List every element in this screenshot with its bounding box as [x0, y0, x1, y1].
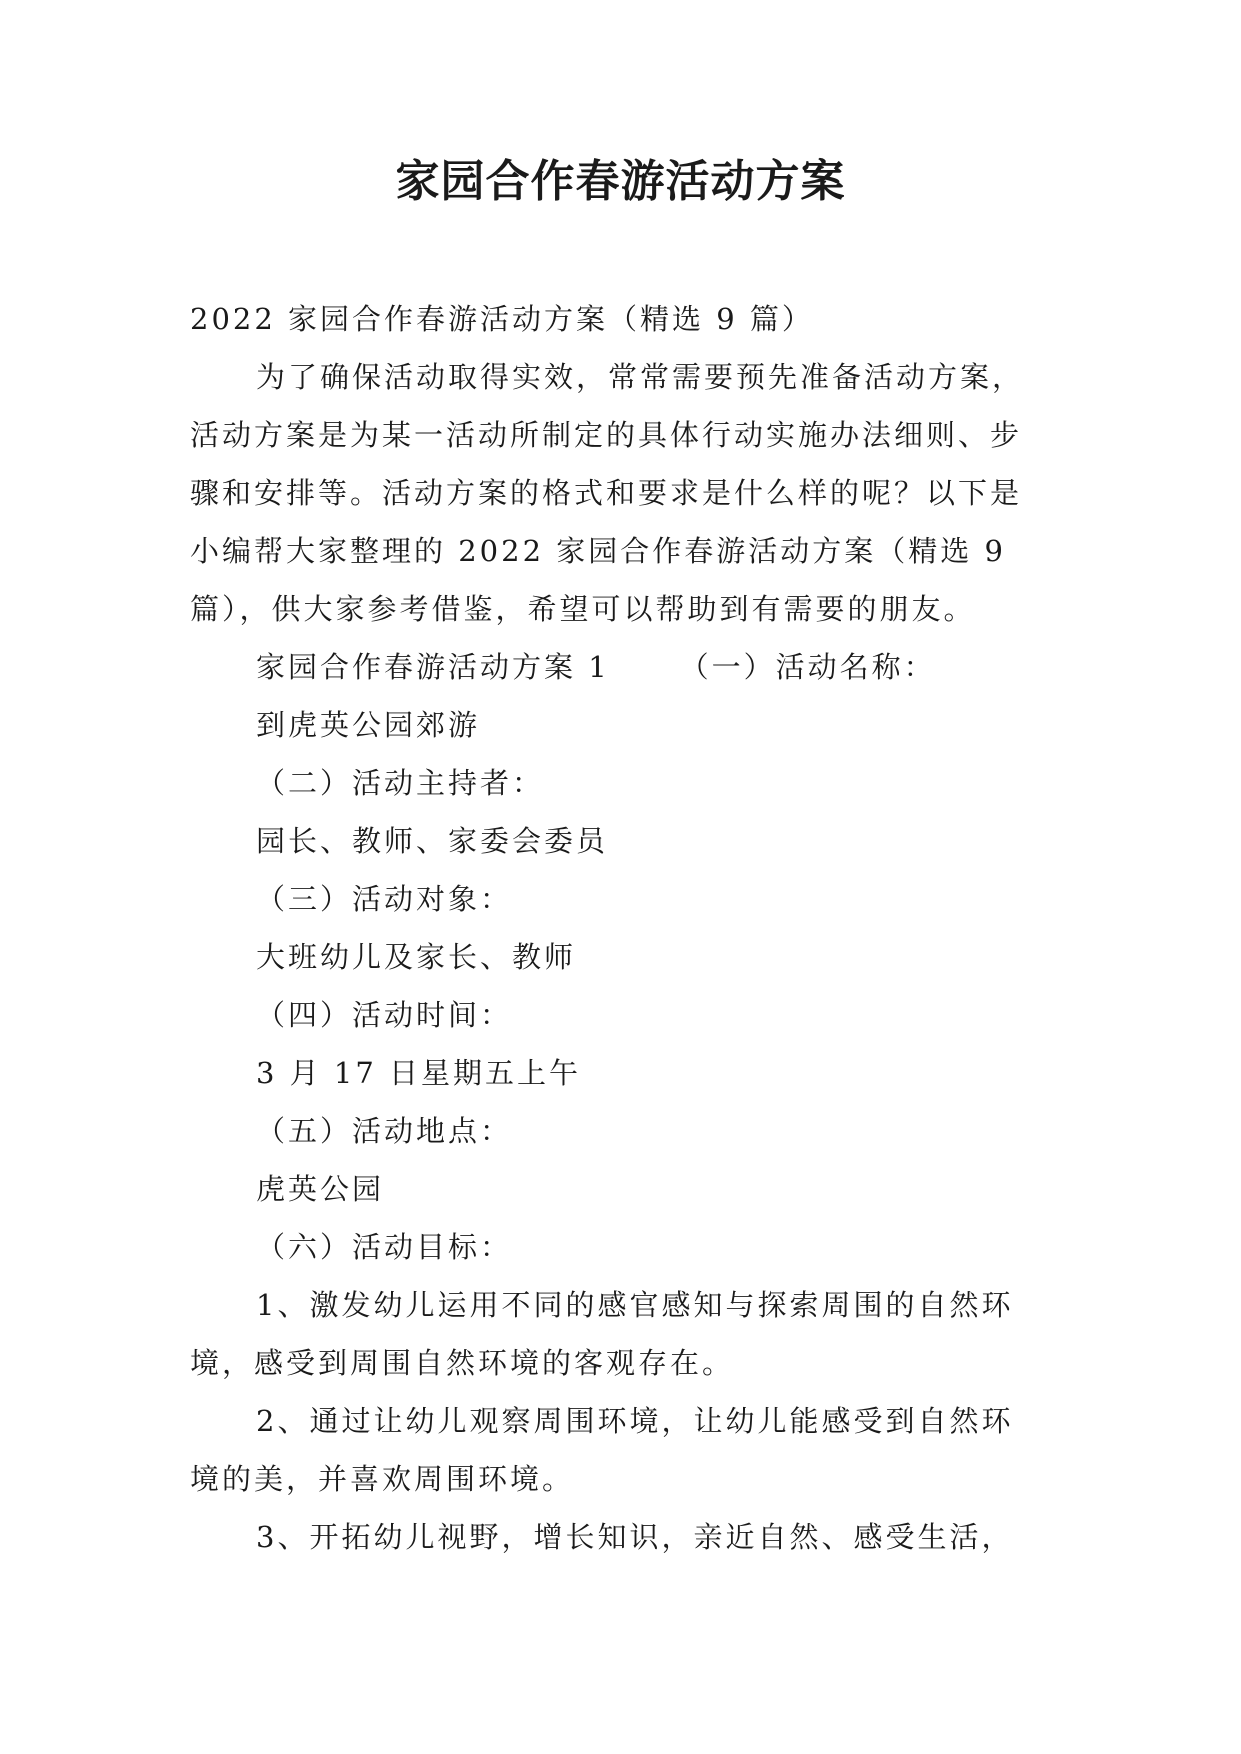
activity-target-value: 大班幼儿及家长、教师	[256, 940, 577, 974]
intro-line-1: 为了确保活动取得实效，常常需要预先准备活动方案，	[256, 360, 1025, 394]
goal-line-4: 境的美，并喜欢周围环境。	[190, 1462, 575, 1496]
section-heading-line	[190, 638, 1060, 696]
activity-host-label: （二）活动主持者：	[256, 766, 545, 800]
intro-line-4: 小编帮大家整理的 2022 家园合作春游活动方案（精选 9	[190, 534, 1006, 568]
activity-host-value: 园长、教师、家委会委员	[256, 824, 609, 858]
document-subtitle: 2022 家园合作春游活动方案（精选 9 篇）	[190, 302, 814, 336]
document-title: 家园合作春游活动方案	[395, 156, 846, 207]
activity-name-label: （一）活动名称：	[679, 650, 936, 684]
activity-name-value: 到虎英公园郊游	[256, 708, 481, 742]
document-body	[190, 290, 1060, 1566]
section-heading: 家园合作春游活动方案 1	[256, 650, 610, 684]
goal-line-1: 1、激发幼儿运用不同的感官感知与探索周围的自然环	[256, 1288, 1014, 1322]
activity-goals-label: （六）活动目标：	[256, 1230, 513, 1264]
intro-line-5: 篇），供大家参考借鉴，希望可以帮助到有需要的朋友。	[190, 592, 976, 626]
goal-line-2: 境，感受到周围自然环境的客观存在。	[190, 1346, 735, 1380]
intro-line-3: 骤和安排等。活动方案的格式和要求是什么样的呢？以下是	[190, 476, 1023, 510]
activity-time-value: 3 月 17 日星期五上午	[256, 1056, 582, 1090]
goal-line-5: 3、开拓幼儿视野，增长知识，亲近自然、感受生活，	[256, 1520, 1014, 1554]
intro-line-2: 活动方案是为某一活动所制定的具体行动实施办法细则、步	[190, 418, 1023, 452]
goal-line-3: 2、通过让幼儿观察周围环境，让幼儿能感受到自然环	[256, 1404, 1014, 1438]
activity-location-label: （五）活动地点：	[256, 1114, 513, 1148]
activity-target-label: （三）活动对象：	[256, 882, 513, 916]
activity-time-label: （四）活动时间：	[256, 998, 513, 1032]
activity-location-value: 虎英公园	[256, 1172, 385, 1206]
